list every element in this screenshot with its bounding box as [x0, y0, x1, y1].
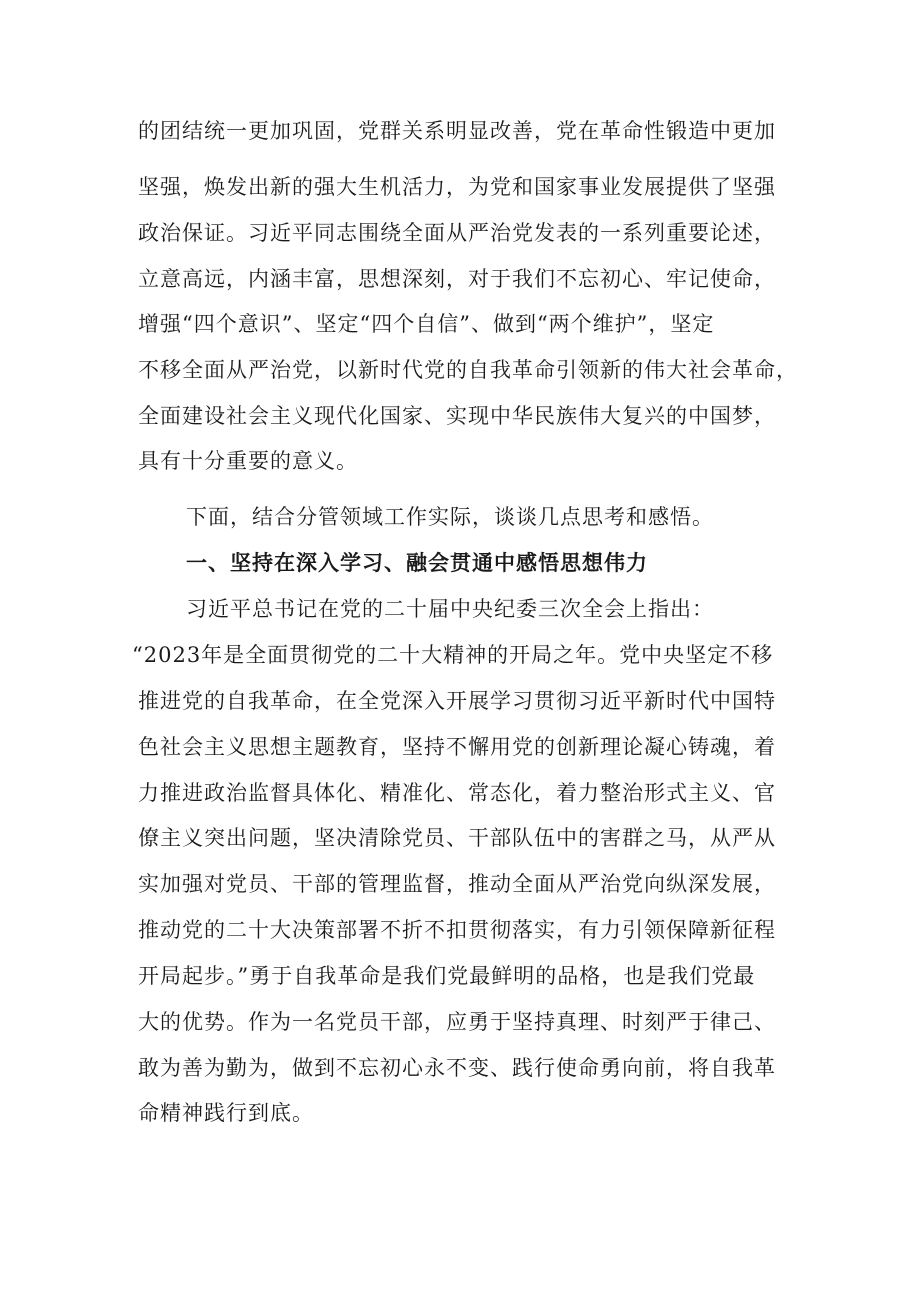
- paragraph-line: 下面，结合分管领域工作实际，谈谈几点思考和感悟。: [186, 505, 714, 529]
- paragraph-line: 实加强对党员、干部的管理监督，推动全面从严治党向纵深发展，: [138, 872, 776, 896]
- paragraph-line: 的团结统一更加巩固，党群关系明显改善，党在革命性锻造中更加: [138, 119, 776, 143]
- paragraph-line: 全面建设社会主义现代化国家、实现中华民族伟大复兴的中国梦，: [138, 404, 776, 428]
- paragraph-line: 习近平总书记在党的二十届中央纪委三次全会上指出：: [186, 597, 714, 621]
- section-heading: 一、坚持在深入学习、融会贯通中感悟思想伟力: [186, 551, 648, 575]
- paragraph-line: 推动党的二十大决策部署不折不扣贯彻落实，有力引领保障新征程: [138, 918, 776, 942]
- paragraph-line: 不移全面从严治党，以新时代党的自我革命引领新的伟大社会革命，: [138, 358, 798, 382]
- paragraph-line: 色社会主义思想主题教育，坚持不懈用党的创新理论凝心铸魂，着: [138, 735, 776, 759]
- paragraph-line: 具有十分重要的意义。: [138, 449, 358, 473]
- paragraph-line: 命精神践行到底。: [138, 1101, 314, 1125]
- paragraph-line: 力推进政治监督具体化、精准化、常态化，着力整治形式主义、官: [138, 781, 776, 805]
- paragraph-line: 推进党的自我革命，在全党深入开展学习贯彻习近平新时代中国特: [138, 689, 776, 713]
- paragraph-line: 立意高远，内涵丰富，思想深刻，对于我们不忘初心、牢记使命，: [138, 267, 776, 291]
- paragraph-line: 大的优势。作为一名党员干部，应勇于坚持真理、时刻严于律己、: [138, 1010, 776, 1034]
- paragraph-line: 增强“四个意识”、坚定“四个自信”、做到“两个维护”，坚定: [138, 312, 715, 336]
- paragraph-line: 政治保证。习近平同志围绕全面从严治党发表的一系列重要论述，: [138, 221, 776, 245]
- paragraph-line: 开局起步。”勇于自我革命是我们党最鲜明的品格，也是我们党最: [138, 964, 756, 988]
- paragraph-line: 敢为善为勤为，做到不忘初心永不变、践行使命勇向前，将自我革: [138, 1056, 776, 1080]
- paragraph-line: “2023年是全面贯彻党的二十大精神的开局之年。党中央坚定不移: [132, 643, 774, 667]
- paragraph-line: 僚主义突出问题，坚决清除党员、干部队伍中的害群之马，从严从: [138, 826, 776, 850]
- paragraph-line: 坚强，焕发出新的强大生机活力，为党和国家事业发展提供了坚强: [138, 175, 776, 199]
